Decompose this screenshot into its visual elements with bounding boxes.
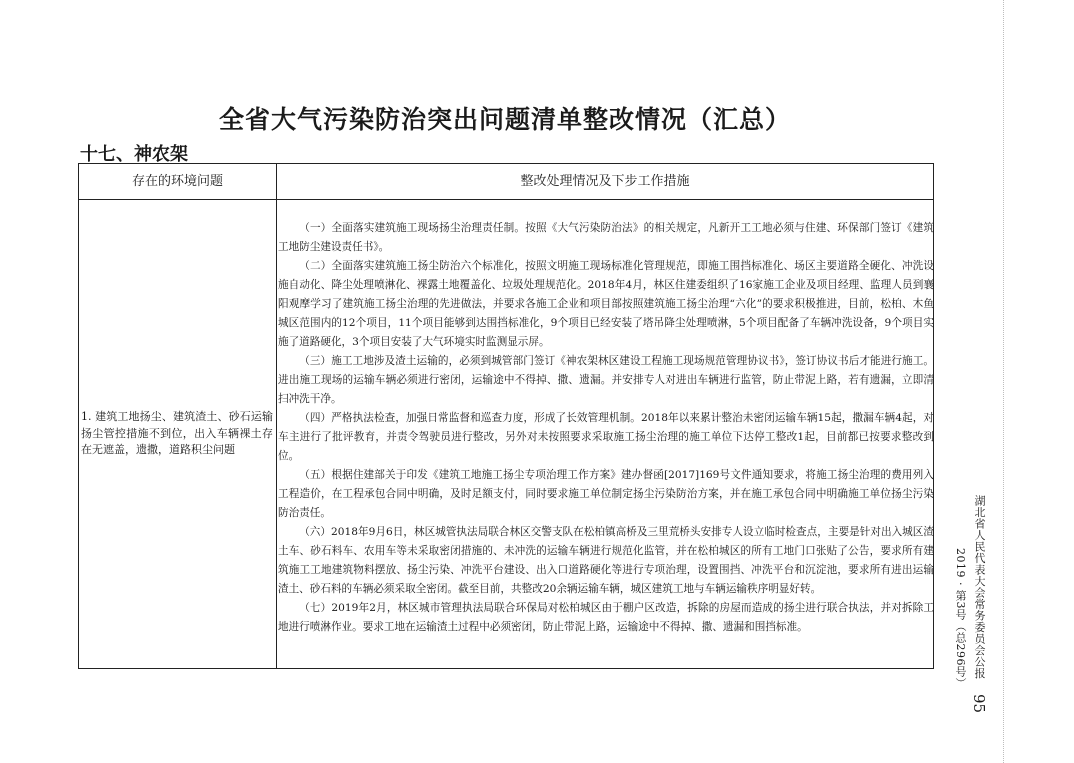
measure-paragraph: （六）2018年9月6日，林区城管执法局联合林区交警支队在松柏镇高桥及三里荒桥头安排专人设立临时检查点，主要是针对出入城区渣土车、砂石料车、农用车等未采取密闭措施的、未冲洗的运输车辆进行规范化监管，并在松柏城区的所有工地门口张贴了公告，要求所有建筑施工工地建筑物料摆放、扬尘污染、冲洗平台建设、出入口道路硬化等进行专项治理，设置围挡、冲洗平台和沉淀池，要求所有进出运输渣土、砂石料的车辆必须采取全密闭。截至目前，共整改20余辆运输车辆，城区建筑工地与车辆运输秩序明显好转。 [278,526,934,595]
problem-cell: 1. 建筑工地扬尘、建筑渣土、砂石运输扬尘管控措施不到位，出入车辆裸土存在无遮盖，遗撒，道路积尘问题 [81,410,273,456]
measure-paragraph: （五）根据住建部关于印发《建筑工地施工扬尘专项治理工作方案》建办督函[2017]169号文件通知要求，将施工扬尘治理的费用列入工程造价，在工程承包合同中明确，及时足额支付，同时要求施工单位制定扬尘污染防治方案，并在施工承包合同中明确施工单位扬尘污染防治责任。 [278,469,934,519]
measures-cell [278,219,934,637]
page-title: 全省大气污染防治突出问题清单整改情况（汇总） [218,105,791,134]
column-header-measures: 整改处理情况及下步工作措施 [520,174,690,189]
margin-divider [1003,0,1004,763]
section-heading: 十七、神农架 [80,144,188,165]
column-divider [276,164,277,668]
measure-paragraph: （七）2019年2月，林区城市管理执法局联合环保局对松柏城区由于棚户区改造，拆除的房屋而造成的扬尘进行联合执法，并对拆除工地进行喷淋作业。要求工地在运输渣土过程中必须密闭，防止带泥上路，运输途中不得掉、撒、遗漏和围挡标准。 [278,602,934,633]
journal-name: 湖北省人民代表大会常务委员会公报 [973,495,986,679]
rectification-table [78,163,934,669]
measure-paragraph: （三）施工工地涉及渣土运输的，必须到城管部门签订《神农架林区建设工程施工现场规范管理协议书》，签订协议书后才能进行施工。进出施工现场的运输车辆必须进行密闭，运输途中不得掉、撒、遗漏。并安排专人对进出车辆进行监管，防止带泥上路，若有遗漏，立即清扫冲洗干净。 [278,355,934,405]
measure-paragraph: （二）全面落实建筑施工扬尘防治六个标准化，按照文明施工现场标准化管理规范，即施工围挡标准化、场区主要道路全硬化、冲洗设施自动化、降尘处理喷淋化、裸露土地覆盖化、垃圾处理规范化。2018年4月，林区住建委组织了16家施工企业及项目经理、监理人员到襄阳观摩学习了建筑施工扬尘治理的先进做法，并要求各施工企业和项目部按照建筑施工扬尘治理“六化”的要求积极推进，目前，松柏、木鱼城区范围内的12个项目，11个项目能够到达围挡标准化，9个项目已经安装了塔吊降尘处理喷淋，5个项目配备了车辆冲洗设备，9个项目实施了道路硬化，3个项目安装了大气环境实时监测显示屏。 [278,260,934,348]
page-number: 95 [970,694,988,714]
measure-paragraph: （四）严格执法检查，加强日常监督和巡查力度，形成了长效管理机制。2018年以来累计整治未密闭运输车辆15起，撒漏车辆4起，对车主进行了批评教育，并责令驾驶员进行整改，另外对未按照要求采取施工扬尘治理的施工单位下达停工整改1起，目前都已按要求整改到位。 [278,412,934,462]
issue-number: 2019 · 第3号（总296号） [954,548,967,689]
measure-paragraph: （一）全面落实建筑施工现场扬尘治理责任制。按照《大气污染防治法》的相关规定，凡新开工工地必须与住建、环保部门签订《建筑工地防尘建设责任书》。 [278,222,934,253]
column-header-problem: 存在的环境问题 [131,174,223,189]
header-divider [79,199,933,200]
